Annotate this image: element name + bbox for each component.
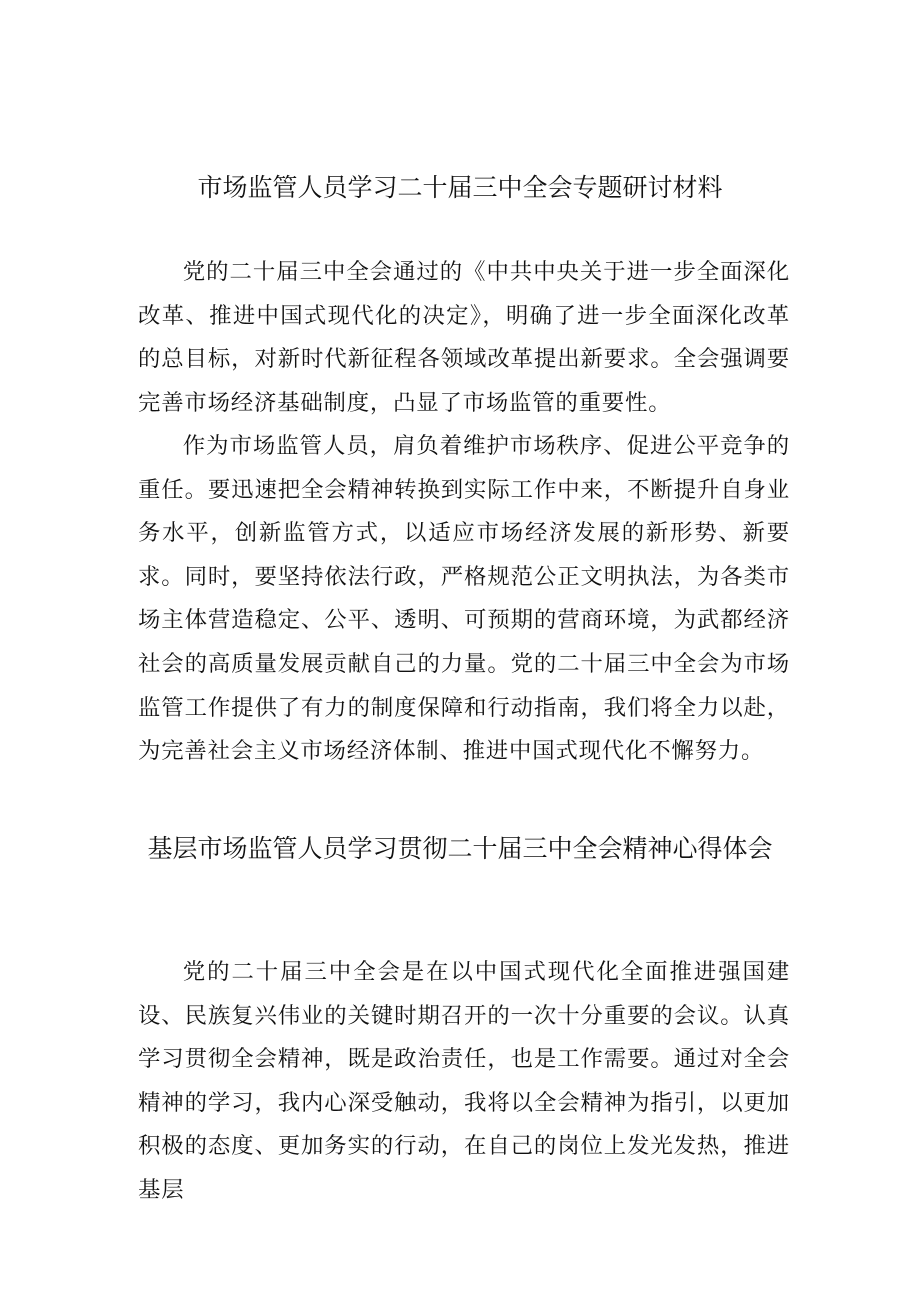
section-2-paragraph-1: 党的二十届三中全会是在以中国式现代化全面推进强国建设、民族复兴伟业的关键时期召开的一次十分重要的会议。认真学习贯彻全会精神，既是政治责任，也是工作需要。通过对全会精神的学习，我内心深受触动，我将以全会精神为指引，以更加积极的态度、更加务实的行动，在自己的岗位上发光发热，推进基层 [138, 959, 790, 1203]
section-1-paragraph-1: 党的二十届三中全会通过的《中共中央关于进一步全面深化改革、推进中国式现代化的决定》，明确了进一步全面深化改革的总目标，对新时代新征程各领域改革提出新要求。全会强调要完善市场经济基础制度，凸显了市场监管的重要性。 [138, 259, 790, 416]
section-1-title: 市场监管人员学习二十届三中全会专题研讨材料 [197, 173, 723, 202]
section-1-paragraph-2: 作为市场监管人员，肩负着维护市场秩序、促进公平竞争的重任。要迅速把全会精神转换到实际工作中来，不断提升自身业务水平，创新监管方式，以适应市场经济发展的新形势、新要求。同时，要坚持依法行政，严格规范公正文明执法，为各类市场主体营造稳定、公平、透明、可预期的营商环境，为武都经济社会的高质量发展贡献自己的力量。党的二十届三中全会为市场监管工作提供了有力的制度保障和行动指南，我们将全力以赴，为完善社会主义市场经济体制、推进中国式现代化不懈努力。 [138, 433, 790, 765]
section-2-title: 基层市场监管人员学习贯彻二十届三中全会精神心得体会 [147, 834, 773, 863]
